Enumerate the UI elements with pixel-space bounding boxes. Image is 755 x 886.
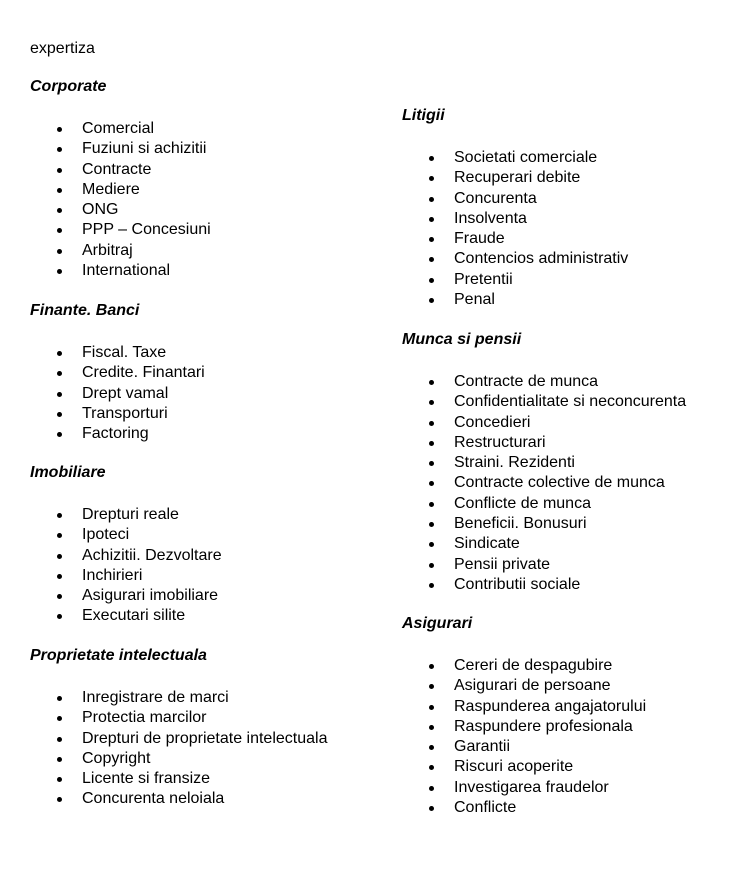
bullet-icon [57,777,62,782]
bullet-icon [429,237,434,242]
bullet-icon [57,269,62,274]
list-item [402,473,686,493]
list-item [30,789,327,809]
bullet-icon [429,278,434,283]
bullet-icon [429,197,434,202]
list-item-label: Confidentialitate si neconcurenta [454,393,687,411]
list-item-label: Arbitraj [82,241,133,259]
section-heading-finante-banci: Finante. Banci [30,302,140,319]
section-heading-proprietate-intelectuala: Proprietate intelectuala [30,647,207,664]
section-list-finante-banci [30,343,205,444]
list-item [30,404,205,424]
bullet-icon [429,705,434,710]
list-item [30,606,222,626]
list-item-label: Recuperari debite [454,169,581,187]
page-title: expertiza [30,40,95,57]
bullet-icon [57,696,62,701]
bullet-icon [429,156,434,161]
bullet-icon [429,725,434,730]
bullet-icon [57,249,62,254]
list-item-label: Societati comerciale [454,149,598,166]
bullet-icon [57,432,62,437]
list-item-label: Contracte [82,160,152,178]
list-item-label: Factoring [82,425,149,443]
list-item [402,249,628,269]
bullet-icon [429,257,434,262]
list-item [30,139,211,159]
list-item-label: Inregistrare de marci [82,689,229,706]
section-heading-imobiliare: Imobiliare [30,464,106,481]
list-item-label: Cereri de despagubire [454,657,613,674]
section-heading-munca-si-pensii: Munca si pensii [402,331,522,348]
section-list-munca-si-pensii [402,372,686,595]
list-item-label: Investigarea fraudelor [454,778,609,796]
list-item-label: Beneficii. Bonusuri [454,515,587,533]
list-item-label: Insolventa [454,209,527,227]
list-item [30,220,211,240]
bullet-icon [57,757,62,762]
list-item-label: Mediere [82,180,140,198]
list-item-label: Fraude [454,230,505,248]
list-item-label: PPP – Concesiuni [82,221,211,239]
list-item-label: Comercial [82,120,155,137]
bullet-icon [429,176,434,181]
bullet-icon [57,147,62,152]
list-item-label: Drept vamal [82,384,169,402]
list-item-label: Fiscal. Taxe [82,344,167,361]
bullet-icon [57,533,62,538]
list-item [402,676,646,696]
list-item-label: Credite. Finantari [82,364,205,382]
list-item [30,525,222,545]
list-item [30,708,327,728]
section-list-corporate [30,119,211,281]
section-list-litigii [402,148,628,310]
list-item-label: Contracte colective de munca [454,474,665,492]
list-item-label: Garantii [454,738,511,756]
list-item [402,778,646,798]
list-item [30,505,222,525]
bullet-icon [57,614,62,619]
list-item [30,729,327,749]
list-item-label: Drepturi de proprietate intelectuala [82,729,328,747]
list-item [402,656,646,676]
list-item [402,737,646,757]
bullet-icon [57,228,62,233]
list-item-label: Asigurari de persoane [454,677,611,695]
list-item-label: Contracte de munca [454,373,599,390]
bullet-icon [429,441,434,446]
list-item-label: Concurenta neloiala [82,790,225,808]
list-item-label: Pretentii [454,270,513,288]
list-item-label: Executari silite [82,607,186,625]
list-item [30,749,327,769]
bullet-icon [429,217,434,222]
bullet-icon [57,594,62,599]
list-item-label: Inchirieri [82,566,143,584]
list-item-label: Sindicate [454,535,520,553]
list-item-label: Pensii private [454,555,551,573]
list-item-label: Straini. Rezidenti [454,454,575,472]
bullet-icon [57,513,62,518]
list-item-label: Transporturi [82,404,168,422]
list-item-label: Licente si fransize [82,770,211,788]
bullet-icon [429,664,434,669]
section-list-proprietate-intelectuala [30,688,327,810]
list-item-label: Contributii sociale [454,575,581,593]
list-item-label: Penal [454,291,495,309]
list-item [402,575,686,595]
bullet-icon [429,400,434,405]
list-item-label: Achizitii. Dezvoltare [82,546,222,564]
list-item [30,343,205,363]
bullet-icon [429,684,434,689]
list-item [30,769,327,789]
list-item [402,392,686,412]
list-item [30,424,205,444]
bullet-icon [57,208,62,213]
list-item [402,148,628,168]
bullet-icon [429,765,434,770]
bullet-icon [57,351,62,356]
section-list-imobiliare [30,505,222,627]
list-item-label: Riscuri acoperite [454,758,574,776]
list-item [30,241,211,261]
list-item [402,189,628,209]
bullet-icon [57,188,62,193]
bullet-icon [429,298,434,303]
list-item [402,555,686,575]
list-item-label: Conflicte [454,799,517,817]
bullet-icon [429,745,434,750]
list-item [402,697,646,717]
section-heading-asigurari: Asigurari [402,615,473,632]
list-item-label: Concedieri [454,413,531,431]
list-item [30,688,327,708]
list-item-label: Protectia marcilor [82,709,207,727]
list-item [30,586,222,606]
list-item [402,514,686,534]
list-item [402,798,646,818]
list-item [402,413,686,433]
list-item-label: Raspunderea angajatorului [454,697,647,715]
list-item [402,229,628,249]
bullet-icon [57,574,62,579]
list-item [402,270,628,290]
bullet-icon [57,716,62,721]
bullet-icon [429,380,434,385]
list-item-label: Raspundere profesionala [454,717,633,735]
list-item [30,160,211,180]
list-item [30,180,211,200]
bullet-icon [429,522,434,527]
bullet-icon [429,563,434,568]
bullet-icon [57,737,62,742]
list-item [402,290,628,310]
list-item [402,717,646,737]
list-item-label: Fuziuni si achizitii [82,140,207,158]
bullet-icon [429,481,434,486]
list-item-label: Restructurari [454,433,546,451]
bullet-icon [57,797,62,802]
bullet-icon [57,412,62,417]
list-item-label: Drepturi reale [82,506,179,523]
bullet-icon [57,554,62,559]
bullet-icon [429,542,434,547]
bullet-icon [429,806,434,811]
list-item-label: ONG [82,201,119,219]
bullet-icon [429,583,434,588]
bullet-icon [429,461,434,466]
list-item-label: Copyright [82,749,151,767]
list-item [30,546,222,566]
section-heading-corporate: Corporate [30,78,107,95]
bullet-icon [57,371,62,376]
list-item [30,384,205,404]
bullet-icon [429,421,434,426]
list-item [30,119,211,139]
list-item [402,494,686,514]
list-item-label: Contencios administrativ [454,250,629,268]
list-item [402,372,686,392]
bullet-icon [429,786,434,791]
list-item [30,200,211,220]
list-item [30,261,211,281]
list-item [402,209,628,229]
list-item-label: Conflicte de munca [454,494,591,512]
list-item-label: Concurenta [454,189,537,207]
list-item [402,757,646,777]
section-heading-litigii: Litigii [402,107,445,124]
list-item-label: Ipoteci [82,526,130,544]
section-list-asigurari [402,656,646,818]
list-item [402,168,628,188]
list-item-label: Asigurari imobiliare [82,587,219,605]
list-item-label: International [82,262,171,280]
bullet-icon [429,502,434,507]
bullet-icon [57,127,62,132]
list-item [402,534,686,554]
bullet-icon [57,168,62,173]
list-item [402,433,686,453]
list-item [30,363,205,383]
bullet-icon [57,392,62,397]
list-item [30,566,222,586]
list-item [402,453,686,473]
